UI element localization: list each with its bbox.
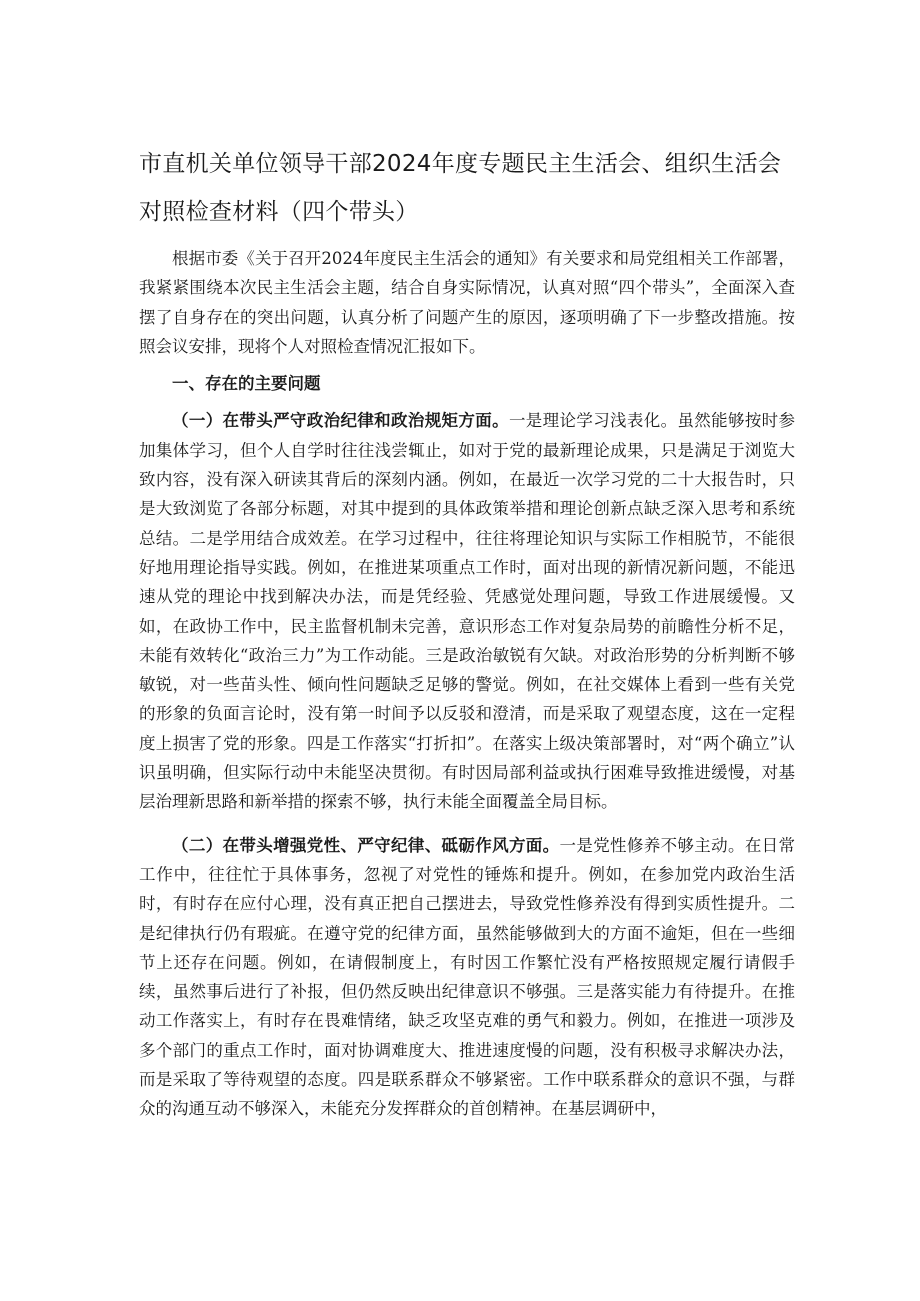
- document-title: 市直机关单位领导干部2024年度专题民主生活会、组织生活会对照检查材料（四个带头）: [139, 151, 782, 225]
- problem-item-2-lead: （二）在带头增强党性、严守纪律、砥砺作风方面。: [172, 835, 560, 855]
- problem-item-1-lead: （一）在带头严守政治纪律和政治规矩方面。: [172, 411, 509, 431]
- problem-item-1-text: 一是理论学习浅表化。虽然能够按时参加集体学习，但个人自学时往往浅尝辄止，如对于党的最新理论成果，只是满足于浏览大致内容，没有深入研读其背后的深刻内涵。例如，在最近一次学习党的二十大报告时，只是大致浏览了各部分标题，对其中提到的具体政策举措和理论创新点缺乏深入思考和系统总结。二是学用结合成效差。在学习过程中，往往将理论知识与实际工作相脱节，不能很好地用理论指导实践。例如，在推进某项重点工作时，面对出现的新情况新问题，不能迅速从党的理论中找到解决办法，而是凭经验、凭感觉处理问题，导致工作进展缓慢。又如，在政协工作中，民主监督机制未完善，意识形态工作对复杂局势的前瞻性分析不足，未能有效转化“政治三力”为工作动能。三是政治敏锐有欠缺。对政治形势的分析判断不够敏锐，对一些苗头性、倾向性问题缺乏足够的警觉。例如，在社交媒体上看到一些有关党的形象的负面言论时，没有第一时间予以反驳和澄清，而是采取了观望态度，这在一定程度上损害了党的形象。四是工作落实“打折扣”。在落实上级决策部署时，对“两个确立”认识虽明确，但实际行动中未能坚决贯彻。有时因局部利益或执行困难导致推进缓慢，对基层治理新思路和新举措的探索不够，执行未能全面覆盖全局目标。: [139, 411, 796, 812]
- problem-item-1: [139, 406, 795, 816]
- section-heading-problems: 一、存在的主要问题: [172, 374, 321, 394]
- intro-paragraph: 根据市委《关于召开2024年度民主生活会的通知》有关要求和局党组相关工作部署，我紧紧围绕本次民主生活会主题，结合自身实际情况，认真对照“四个带头”，全面深入查摆了自身存在的突出问题，认真分析了问题产生的原因，逐项明确了下一步整改措施。按照会议安排，现将个人对照检查情况汇报如下。: [139, 249, 795, 356]
- problem-item-2-text: 一是党性修养不够主动。在日常工作中，往往忙于具体事务，忽视了对党性的锤炼和提升。例如，在参加党内政治生活时，有时存在应付心理，没有真正把自己摆进去，导致党性修养没有得到实质性提升。二是纪律执行仍有瑕疵。在遵守党的纪律方面，虽然能够做到大的方面不逾矩，但在一些细节上还存在问题。例如，在请假制度上，有时因工作繁忙没有严格按照规定履行请假手续，虽然事后进行了补报，但仍然反映出纪律意识不够强。三是落实能力有待提升。在推动工作落实上，有时存在畏难情绪，缺乏攻坚克难的勇气和毅力。例如，在推进一项涉及多个部门的重点工作时，面对协调难度大、推进速度慢的问题，没有积极寻求解决办法，而是采取了等待观望的态度。四是联系群众不够紧密。工作中联系群众的意识不强，与群众的沟通互动不够深入，未能充分发挥群众的首创精神。在基层调研中，: [139, 835, 796, 1119]
- problem-item-2: [139, 831, 795, 1124]
- document-body: [139, 244, 795, 1124]
